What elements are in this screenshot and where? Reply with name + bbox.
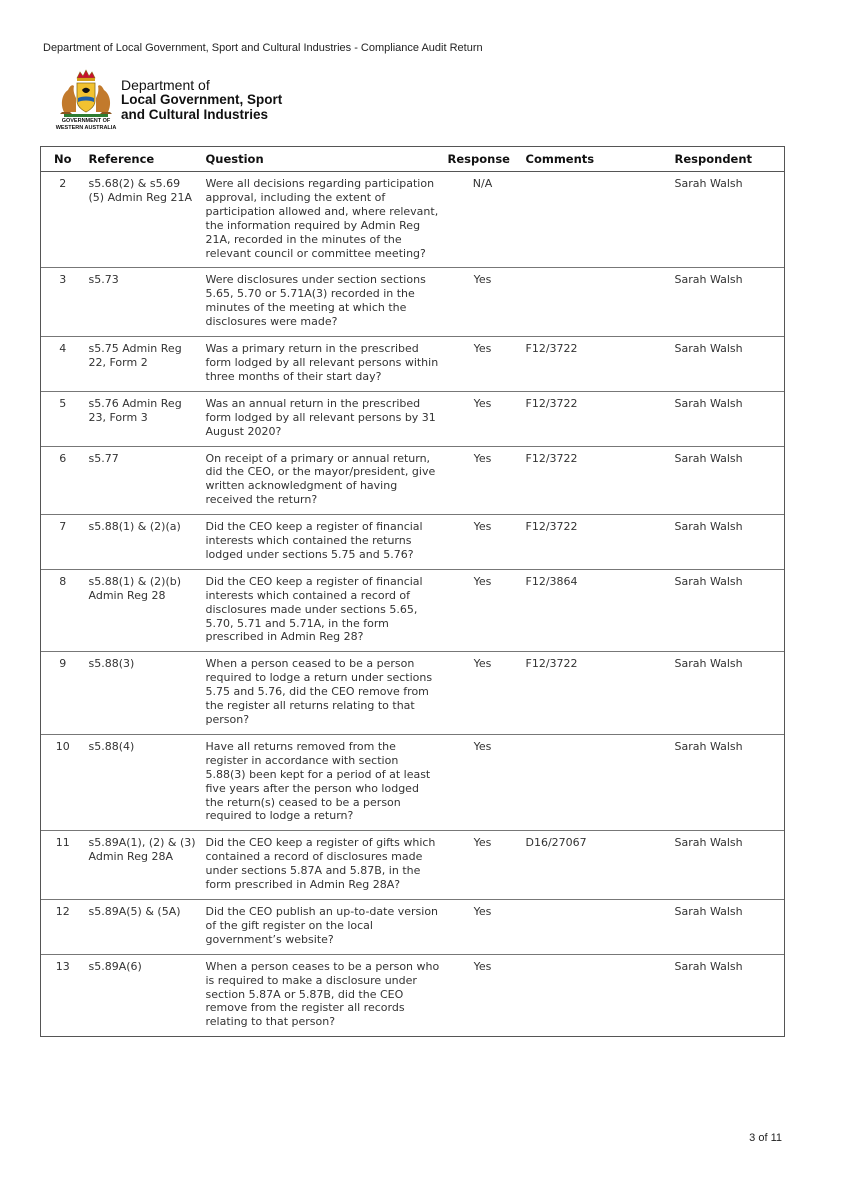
cell-no: 3 bbox=[41, 268, 85, 337]
cell-response: Yes bbox=[444, 954, 522, 1037]
cell-respondent: Sarah Walsh bbox=[671, 954, 785, 1037]
cell-response: Yes bbox=[444, 734, 522, 830]
cell-question: Did the CEO keep a register of gifts which contained a record of disclosures made under sections 5.87A and 5.87B, in the form prescribed in Admin Reg 28A? bbox=[202, 831, 444, 900]
cell-respondent: Sarah Walsh bbox=[671, 734, 785, 830]
cell-comments: D16/27067 bbox=[522, 831, 671, 900]
cell-reference: s5.77 bbox=[85, 446, 202, 515]
cell-response: Yes bbox=[444, 337, 522, 392]
table-row bbox=[41, 515, 785, 570]
cell-comments: F12/3864 bbox=[522, 569, 671, 652]
cell-reference: s5.89A(5) & (5A) bbox=[85, 899, 202, 954]
cell-question: On receipt of a primary or annual return, did the CEO, or the mayor/president, give written acknowledgment of having received the return? bbox=[202, 446, 444, 515]
table-row bbox=[41, 831, 785, 900]
cell-question: When a person ceased to be a person required to lodge a return under sections 5.75 and 5.76, did the CEO remove from the register all returns relating to that person? bbox=[202, 652, 444, 735]
cell-response: Yes bbox=[444, 569, 522, 652]
cell-respondent: Sarah Walsh bbox=[671, 515, 785, 570]
column-header-respondent: Respondent bbox=[671, 147, 785, 172]
cell-question: Was a primary return in the prescribed form lodged by all relevant persons within three months of their start day? bbox=[202, 337, 444, 392]
cell-comments: F12/3722 bbox=[522, 337, 671, 392]
cell-no: 4 bbox=[41, 337, 85, 392]
cell-reference: s5.75 Admin Reg 22, Form 2 bbox=[85, 337, 202, 392]
cell-comments bbox=[522, 734, 671, 830]
cell-response: Yes bbox=[444, 515, 522, 570]
cell-reference: s5.89A(1), (2) & (3) Admin Reg 28A bbox=[85, 831, 202, 900]
column-header-question: Question bbox=[202, 147, 444, 172]
cell-respondent: Sarah Walsh bbox=[671, 268, 785, 337]
cell-respondent: Sarah Walsh bbox=[671, 899, 785, 954]
cell-no: 8 bbox=[41, 569, 85, 652]
cell-no: 10 bbox=[41, 734, 85, 830]
cell-response: Yes bbox=[444, 831, 522, 900]
cell-respondent: Sarah Walsh bbox=[671, 569, 785, 652]
cell-comments: F12/3722 bbox=[522, 446, 671, 515]
table-row bbox=[41, 268, 785, 337]
cell-respondent: Sarah Walsh bbox=[671, 337, 785, 392]
cell-comments: F12/3722 bbox=[522, 515, 671, 570]
cell-reference: s5.89A(6) bbox=[85, 954, 202, 1037]
cell-no: 6 bbox=[41, 446, 85, 515]
crest-caption-line1: GOVERNMENT OF bbox=[61, 118, 111, 124]
table-row bbox=[41, 899, 785, 954]
page-number: 3 of 11 bbox=[749, 1132, 782, 1144]
cell-comments bbox=[522, 172, 671, 268]
cell-respondent: Sarah Walsh bbox=[671, 172, 785, 268]
crest-caption-line2: WESTERN AUSTRALIA bbox=[55, 124, 117, 131]
cell-reference: s5.88(1) & (2)(b) Admin Reg 28 bbox=[85, 569, 202, 652]
cell-reference: s5.88(4) bbox=[85, 734, 202, 830]
cell-response: Yes bbox=[444, 268, 522, 337]
compliance-audit-table bbox=[40, 146, 785, 1037]
cell-no: 12 bbox=[41, 899, 85, 954]
cell-question: Did the CEO keep a register of financial interests which contained a record of disclosures made under sections 5.65, 5.70, 5.71 and 5.71A, in the form prescribed in Admin Reg 28? bbox=[202, 569, 444, 652]
table-row bbox=[41, 391, 785, 446]
table-row bbox=[41, 569, 785, 652]
dept-name-line1: Department of bbox=[121, 77, 210, 93]
cell-question: Did the CEO keep a register of financial interests which contained the returns lodged under sections 5.75 and 5.76? bbox=[202, 515, 444, 570]
column-header-response: Response bbox=[444, 147, 522, 172]
dept-name-line2: Local Government, Sport bbox=[121, 92, 283, 107]
cell-question: Did the CEO publish an up-to-date version of the gift register on the local government’s website? bbox=[202, 899, 444, 954]
cell-no: 13 bbox=[41, 954, 85, 1037]
table-row bbox=[41, 954, 785, 1037]
department-logo bbox=[50, 68, 310, 138]
cell-comments: F12/3722 bbox=[522, 391, 671, 446]
table-row bbox=[41, 446, 785, 515]
cell-response: Yes bbox=[444, 652, 522, 735]
cell-no: 2 bbox=[41, 172, 85, 268]
cell-question: Have all returns removed from the register in accordance with section 5.88(3) been kept for a period of at least five years after the person who lodged the return(s) ceased to be a person required to lodge a return? bbox=[202, 734, 444, 830]
cell-comments: F12/3722 bbox=[522, 652, 671, 735]
cell-reference: s5.73 bbox=[85, 268, 202, 337]
cell-respondent: Sarah Walsh bbox=[671, 446, 785, 515]
cell-respondent: Sarah Walsh bbox=[671, 831, 785, 900]
cell-response: Yes bbox=[444, 899, 522, 954]
cell-no: 7 bbox=[41, 515, 85, 570]
cell-respondent: Sarah Walsh bbox=[671, 652, 785, 735]
cell-no: 5 bbox=[41, 391, 85, 446]
cell-question: Was an annual return in the prescribed form lodged by all relevant persons by 31 August 2020? bbox=[202, 391, 444, 446]
cell-reference: s5.88(3) bbox=[85, 652, 202, 735]
cell-no: 9 bbox=[41, 652, 85, 735]
cell-reference: s5.76 Admin Reg 23, Form 3 bbox=[85, 391, 202, 446]
cell-no: 11 bbox=[41, 831, 85, 900]
cell-comments bbox=[522, 268, 671, 337]
cell-comments bbox=[522, 899, 671, 954]
cell-response: Yes bbox=[444, 391, 522, 446]
cell-response: N/A bbox=[444, 172, 522, 268]
table-row bbox=[41, 652, 785, 735]
table-row bbox=[41, 172, 785, 268]
cell-response: Yes bbox=[444, 446, 522, 515]
table-row bbox=[41, 734, 785, 830]
cell-respondent: Sarah Walsh bbox=[671, 391, 785, 446]
running-header: Department of Local Government, Sport and Cultural Industries - Compliance Audit Return bbox=[43, 42, 483, 54]
cell-question: Were all decisions regarding participation approval, including the extent of participation allowed and, where relevant, the information required by Admin Reg 21A, recorded in the minutes of the relevant council or committee meeting? bbox=[202, 172, 444, 268]
crest-caption bbox=[50, 118, 122, 131]
column-header-comments: Comments bbox=[522, 147, 671, 172]
department-name bbox=[121, 78, 282, 122]
cell-reference: s5.68(2) & s5.69 (5) Admin Reg 21A bbox=[85, 172, 202, 268]
cell-question: Were disclosures under section sections 5.65, 5.70 or 5.71A(3) recorded in the minutes of the meeting at which the disclosures were made? bbox=[202, 268, 444, 337]
dept-name-line3: and Cultural Industries bbox=[121, 106, 269, 122]
table-header-row bbox=[41, 147, 785, 172]
column-header-no: No bbox=[41, 147, 85, 172]
cell-reference: s5.88(1) & (2)(a) bbox=[85, 515, 202, 570]
table-row bbox=[41, 337, 785, 392]
cell-question: When a person ceases to be a person who is required to make a disclosure under section 5.87A or 5.87B, did the CEO remove from the register all records relating to that person? bbox=[202, 954, 444, 1037]
column-header-reference: Reference bbox=[85, 147, 202, 172]
cell-comments bbox=[522, 954, 671, 1037]
